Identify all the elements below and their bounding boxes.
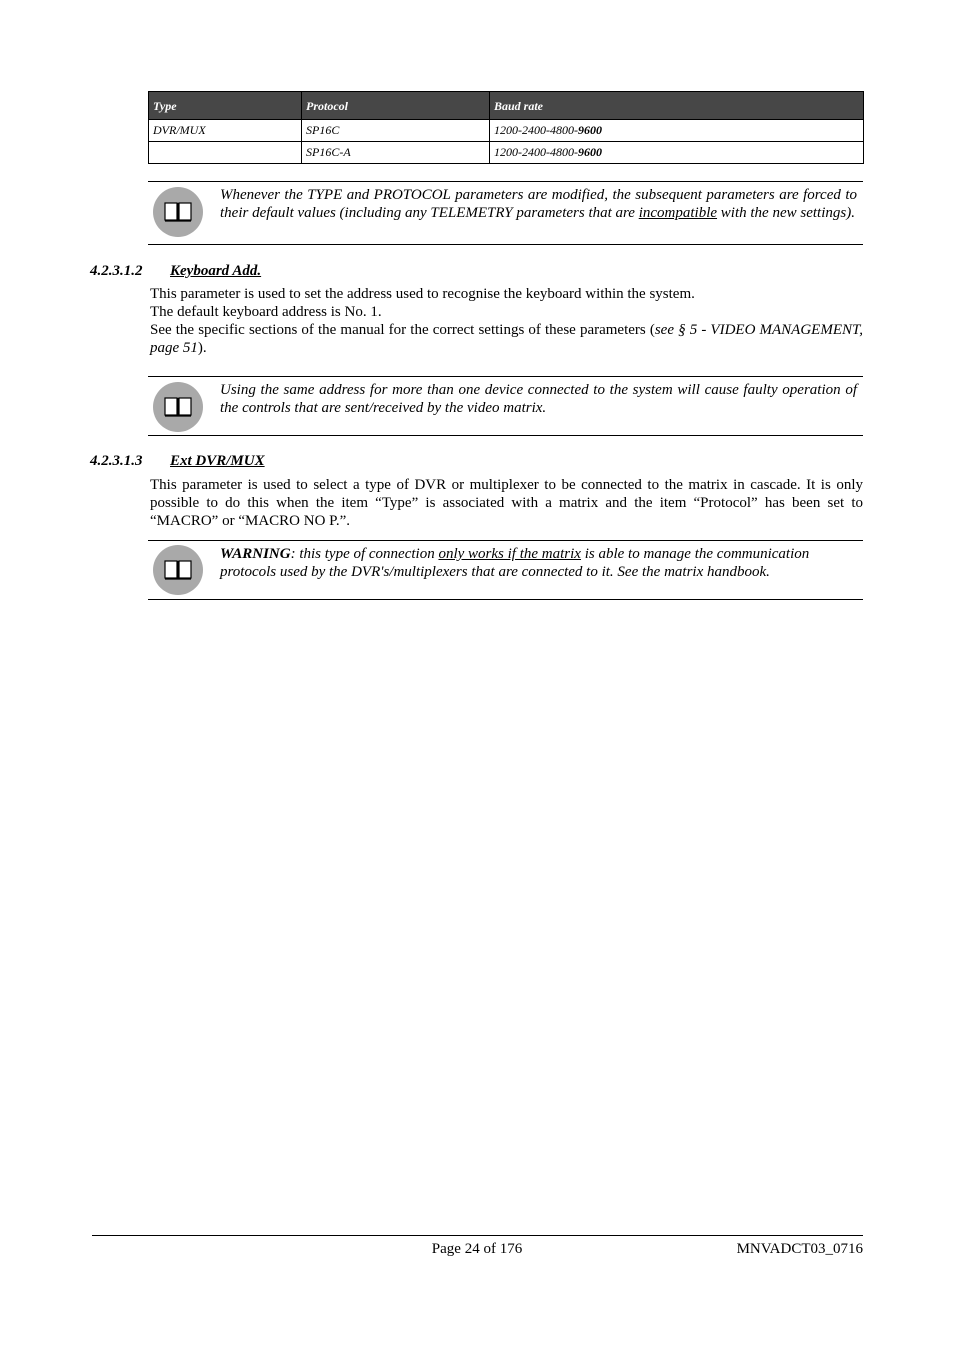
baud-default: 9600 xyxy=(578,145,602,159)
cross-reference: see § 5 - VIDEO MANAGEMENT, page 51 xyxy=(150,322,863,356)
document-code: MNVADCT03_0716 xyxy=(736,1241,863,1257)
note-box xyxy=(148,376,863,436)
book-icon xyxy=(153,187,203,237)
table-header-baud-rate: Baud rate xyxy=(490,92,864,120)
page-number: Page 24 of 176 xyxy=(431,1241,523,1257)
table-cell-baud-rate xyxy=(490,120,864,142)
warning-note-box xyxy=(148,540,863,600)
baud-default: 9600 xyxy=(578,123,602,137)
protocol-table xyxy=(148,91,864,164)
table-row xyxy=(149,120,864,142)
table-header-row xyxy=(149,92,864,120)
table-cell-type xyxy=(149,142,302,164)
table-row xyxy=(149,142,864,164)
footer-rule xyxy=(92,1235,863,1236)
note-text: Whenever the TYPE and PROTOCOL parameters are modified, the subsequent parameters are forced to their default values (including any TELEMETRY parameters that are incompatible with the new settings). xyxy=(220,187,857,221)
table-header-type: Type xyxy=(149,92,302,120)
book-icon xyxy=(153,545,203,595)
table-cell-protocol: SP16C xyxy=(302,120,490,142)
section-body-ext-dvr-mux: This parameter is used to select a type of DVR or multiplexer to be connected to the matrix in cascade. It is only possible to do this when the item “Type” is associated with a matrix and the item “Protocol” has been set to “MACRO” or “MACRO NO P.”. xyxy=(150,477,863,529)
section-heading-keyboard-add: 4.2.3.1.2 Keyboard Add. xyxy=(90,263,262,279)
section-body-keyboard-add: This parameter is used to set the address used to recognise the keyboard within the system. The default keyboard address is No. 1. See the specific sections of the manual for the correct settings of these parameters (see § 5 - VIDEO MANAGEMENT, page 51). xyxy=(150,286,863,356)
book-icon xyxy=(153,382,203,432)
note-text: WARNING: this type of connection only works if the matrix is able to manage the communication protocols used by the DVR's/multiplexers that are connected to it. See the matrix handbook. xyxy=(220,546,810,580)
section-heading-ext-dvr-mux: 4.2.3.1.3 Ext DVR/MUX xyxy=(90,453,265,469)
table-cell-protocol: SP16C-A xyxy=(302,142,490,164)
table-cell-baud-rate xyxy=(490,142,864,164)
warning-label: WARNING xyxy=(220,546,291,562)
table-header-protocol: Protocol xyxy=(302,92,490,120)
note-text: Using the same address for more than one device connected to the system will cause faulty operation of the controls that are sent/received by the video matrix. xyxy=(220,382,857,416)
baud-options: 1200-2400-4800- xyxy=(494,123,578,137)
baud-options: 1200-2400-4800- xyxy=(494,145,578,159)
table-cell-type: DVR/MUX xyxy=(149,120,302,142)
note-box xyxy=(148,181,863,245)
